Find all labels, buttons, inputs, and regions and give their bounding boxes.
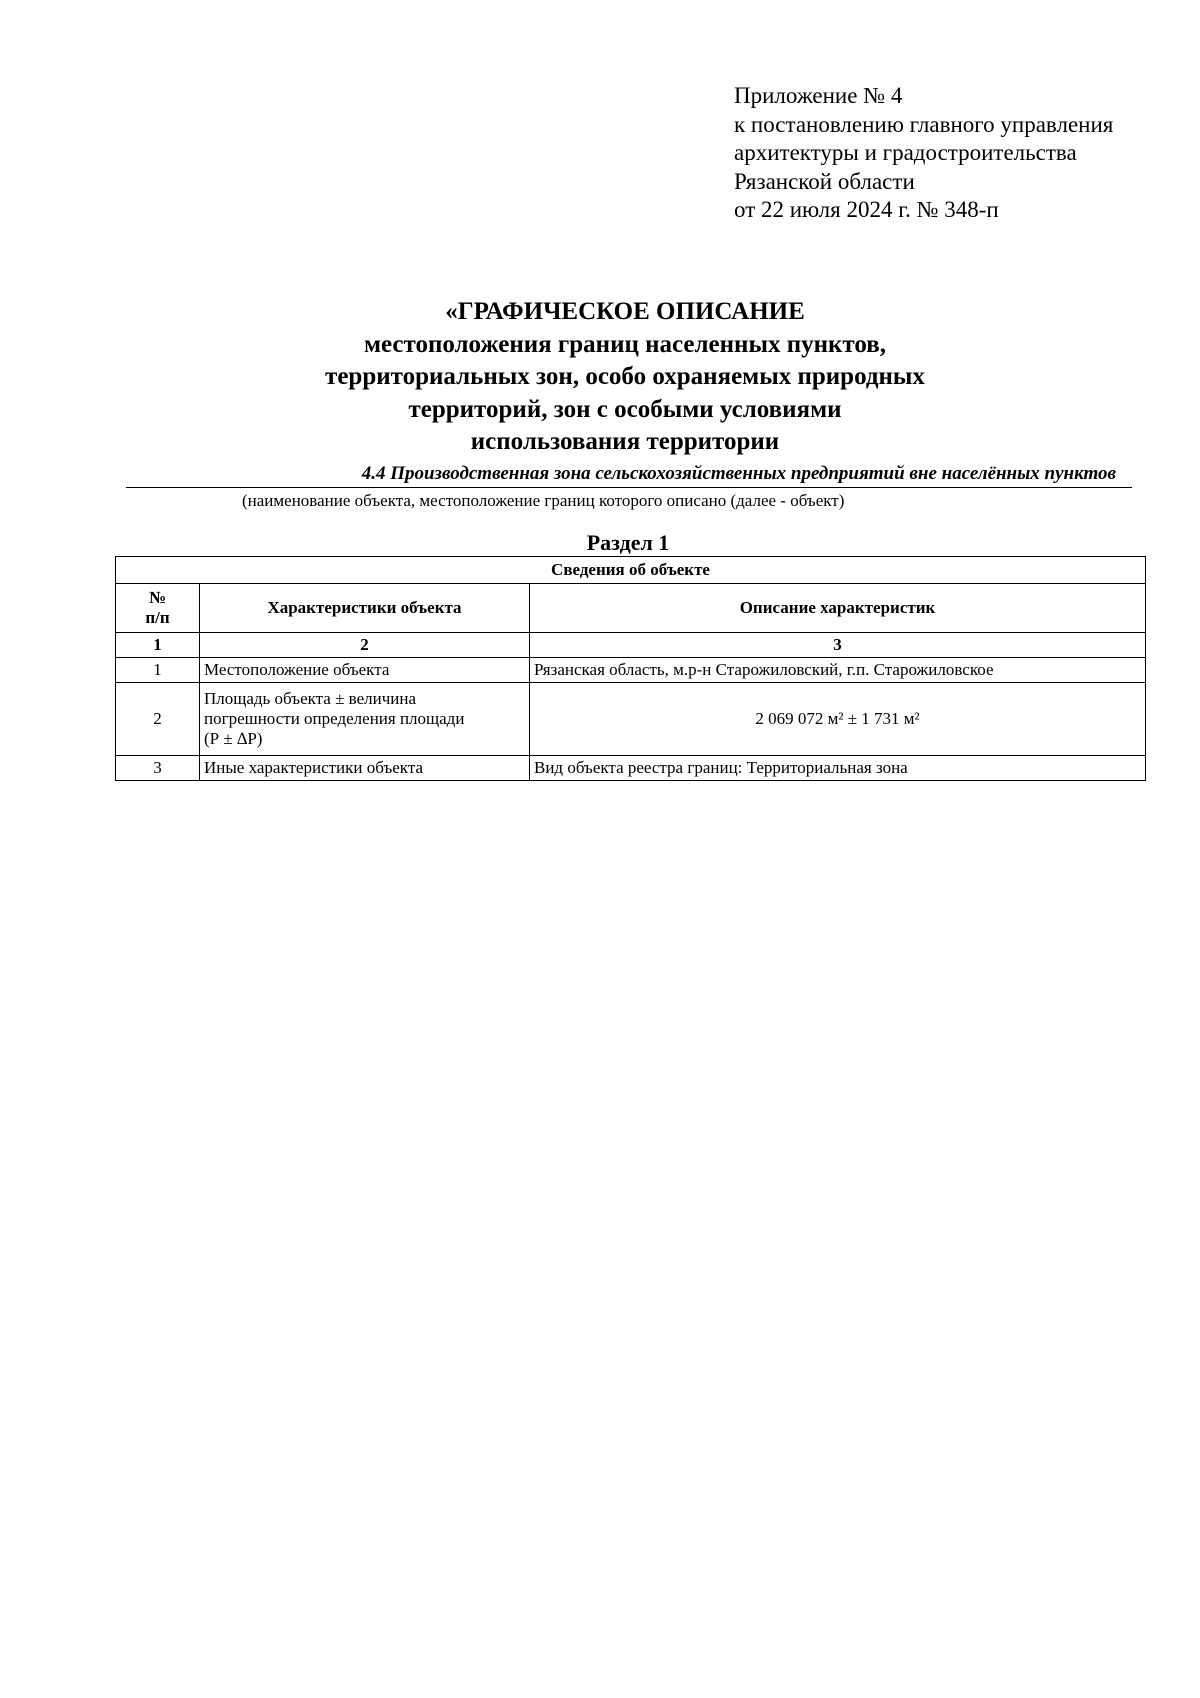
title-line: местоположения границ населенных пунктов, (363, 330, 887, 358)
table-caption: Сведения об объекте (116, 557, 1146, 584)
appendix-header (734, 82, 1113, 225)
row-characteristic-line: (Р ± ∆Р) (204, 729, 263, 748)
row-characteristic (200, 683, 530, 756)
column-number-row (116, 633, 1146, 658)
appendix-reference-line: архитектуры и градостроительства (734, 140, 1077, 165)
table-row (116, 683, 1146, 756)
row-characteristic: Иные характеристики объекта (200, 756, 530, 781)
row-description: Рязанская область, м.р-н Старожиловский, г.п. Старожиловское (530, 658, 1146, 683)
row-description: 2 069 072 м² ± 1 731 м² (530, 683, 1146, 756)
table-row (116, 756, 1146, 781)
row-number: 2 (116, 683, 200, 756)
title-line: территорий, зон с особыми условиями (408, 395, 842, 423)
row-characteristic-line: погрешности определения площади (204, 709, 465, 728)
appendix-reference-line: Рязанской области (734, 168, 915, 194)
title-line: территориальных зон, особо охраняемых природных (325, 363, 925, 390)
table-row (116, 658, 1146, 683)
header-characteristics: Характеристики объекта (200, 584, 530, 633)
object-underline (126, 487, 1132, 488)
appendix-number: Приложение № 4 (734, 83, 903, 108)
table-header-row (116, 584, 1146, 633)
object-caption: (наименование объекта, местоположение границ которого описано (далее - объект) (242, 491, 845, 510)
table-caption-row (116, 557, 1146, 584)
header-number (116, 584, 200, 633)
row-characteristic-line: Площадь объекта ± величина (204, 689, 417, 708)
appendix-reference-line: к постановлению главного управления (734, 111, 1114, 137)
object-info-table (115, 556, 1146, 781)
title-line: «ГРАФИЧЕСКОЕ ОПИСАНИЕ (445, 298, 805, 325)
row-number: 3 (116, 756, 200, 781)
document-title (110, 296, 1140, 459)
title-line: использования территории (470, 428, 780, 455)
column-number: 1 (116, 633, 200, 658)
row-characteristic: Местоположение объекта (200, 658, 530, 683)
header-number-sign: № (148, 588, 167, 607)
header-description: Описание характеристик (530, 584, 1146, 633)
column-number: 3 (530, 633, 1146, 658)
row-description: Вид объекта реестра границ: Территориальная зона (530, 756, 1146, 781)
row-number: 1 (116, 658, 200, 683)
header-number-abbr: п/п (145, 608, 170, 627)
column-number: 2 (200, 633, 530, 658)
section-title: Раздел 1 (586, 530, 670, 555)
object-name: 4.4 Производственная зона сельскохозяйственных предприятий вне населённых пунктов (361, 463, 1116, 484)
appendix-date: от 22 июля 2024 г. № 348-п (734, 197, 999, 222)
